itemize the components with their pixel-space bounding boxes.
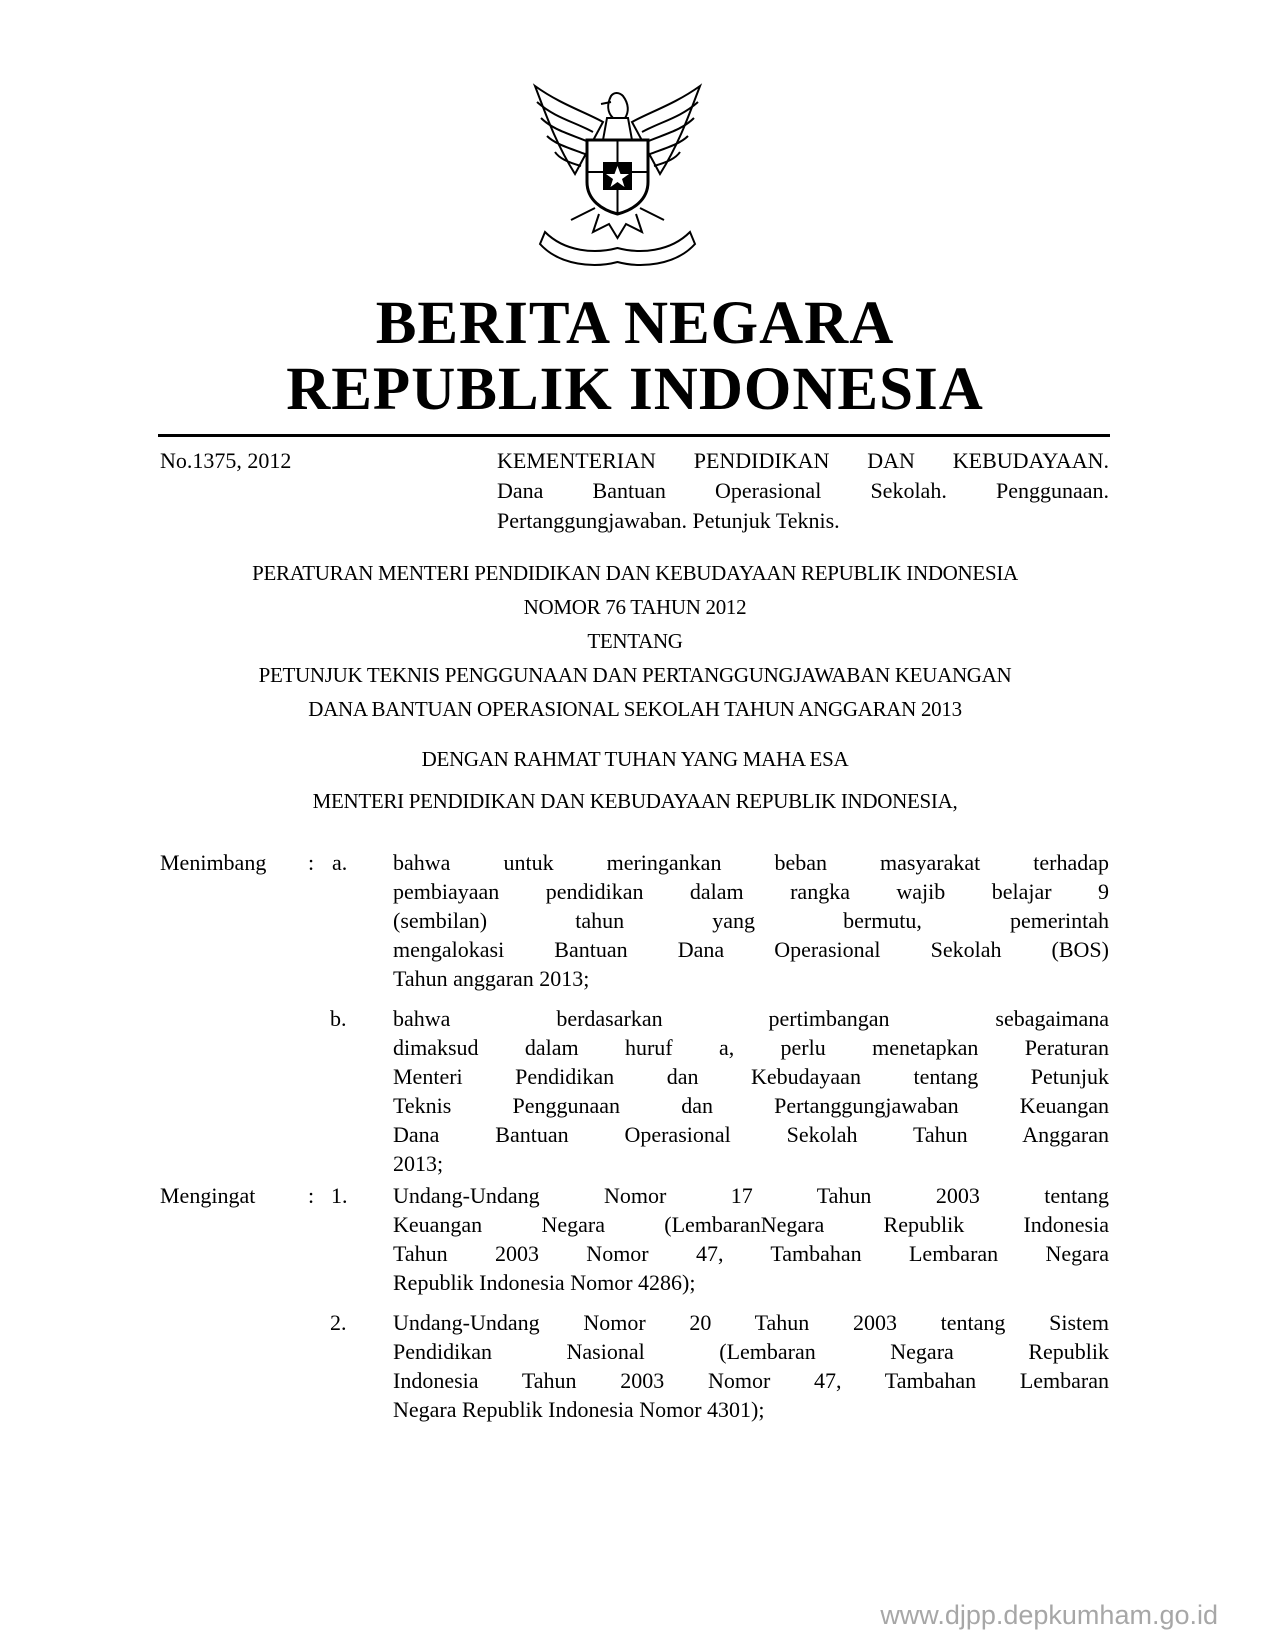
- publication-subtitle: REPUBLIK INDONESIA: [286, 356, 984, 423]
- item-line: mengalokasi Bantuan Dana Operasional Sekolah (BOS): [393, 937, 1109, 962]
- regulation-subject-line: DANA BANTUAN OPERASIONAL SEKOLAH TAHUN ANGGARAN 2013: [308, 697, 962, 721]
- consideration-marker: b.: [330, 1006, 347, 1031]
- item-line: Keuangan Negara (LembaranNegara Republik Indonesia: [393, 1212, 1109, 1237]
- garuda-pancasila-emblem: [515, 82, 720, 272]
- item-line: Menteri Pendidikan dan Kebudayaan tentang Petunjuk: [393, 1064, 1109, 1089]
- item-line: (sembilan) tahun yang bermutu, pemerintah: [393, 908, 1109, 933]
- item-line: Tahun anggaran 2013;: [393, 966, 590, 991]
- issue-subject-line: Pertanggungjawaban. Petunjuk Teknis.: [497, 508, 840, 533]
- regulation-title: PERATURAN MENTERI PENDIDIKAN DAN KEBUDAYAAN REPUBLIK INDONESIA: [252, 561, 1018, 585]
- regulation-subject-line: PETUNJUK TEKNIS PENGGUNAAN DAN PERTANGGUNGJAWABAN KEUANGAN: [258, 663, 1012, 687]
- item-line: Pendidikan Nasional (Lembaran Negara Republik: [393, 1339, 1109, 1364]
- item-line: Indonesia Tahun 2003 Nomor 47, Tambahan Lembaran: [393, 1368, 1109, 1393]
- considerations-label: Menimbang: [160, 850, 267, 875]
- item-line: Dana Bantuan Operasional Sekolah Tahun Anggaran: [393, 1122, 1109, 1147]
- item-line: bahwa untuk meringankan beban masyarakat terhadap: [393, 850, 1109, 875]
- item-line: pembiayaan pendidikan dalam rangka wajib belajar 9: [393, 879, 1109, 904]
- source-watermark: www.djpp.depkumham.go.id: [880, 1600, 1218, 1630]
- item-line: Negara Republik Indonesia Nomor 4301);: [393, 1397, 765, 1422]
- consideration-item: [393, 1004, 1109, 1178]
- header-divider: [158, 434, 1110, 437]
- regulation-about: TENTANG: [587, 629, 683, 653]
- issue-subject: [497, 446, 1109, 536]
- issue-subject-line: KEMENTERIAN PENDIDIKAN DAN KEBUDAYAAN.: [497, 448, 1109, 473]
- publication-title: BERITA NEGARA: [375, 290, 895, 357]
- item-line: Undang-Undang Nomor 20 Tahun 2003 tentang Sistem: [393, 1310, 1109, 1335]
- item-line: 2013;: [393, 1151, 444, 1176]
- item-line: bahwa berdasarkan pertimbangan sebagaimana: [393, 1006, 1109, 1031]
- legal-basis-marker: 1.: [331, 1183, 348, 1208]
- item-line: Undang-Undang Nomor 17 Tahun 2003 tentang: [393, 1183, 1109, 1208]
- consideration-marker: a.: [332, 850, 348, 875]
- issue-subject-line: Dana Bantuan Operasional Sekolah. Penggunaan.: [497, 478, 1109, 503]
- considerations-colon: :: [308, 850, 315, 875]
- item-line: dimaksud dalam huruf a, perlu menetapkan Peraturan: [393, 1035, 1109, 1060]
- legal-basis-item: [393, 1308, 1109, 1424]
- issuer: MENTERI PENDIDIKAN DAN KEBUDAYAAN REPUBLIK INDONESIA,: [312, 789, 958, 813]
- legal-basis-colon: :: [308, 1183, 315, 1208]
- item-line: Teknis Penggunaan dan Pertanggungjawaban Keuangan: [393, 1093, 1109, 1118]
- legal-basis-item: [393, 1181, 1109, 1297]
- regulation-number: NOMOR 76 TAHUN 2012: [523, 595, 747, 619]
- consideration-item: [393, 848, 1109, 993]
- item-line: Republik Indonesia Nomor 4286);: [393, 1270, 696, 1295]
- issue-number: No.1375, 2012: [160, 448, 292, 473]
- invocation: DENGAN RAHMAT TUHAN YANG MAHA ESA: [421, 747, 849, 771]
- legal-basis-label: Mengingat: [160, 1183, 256, 1208]
- item-line: Tahun 2003 Nomor 47, Tambahan Lembaran Negara: [393, 1241, 1109, 1266]
- legal-basis-marker: 2.: [330, 1310, 347, 1335]
